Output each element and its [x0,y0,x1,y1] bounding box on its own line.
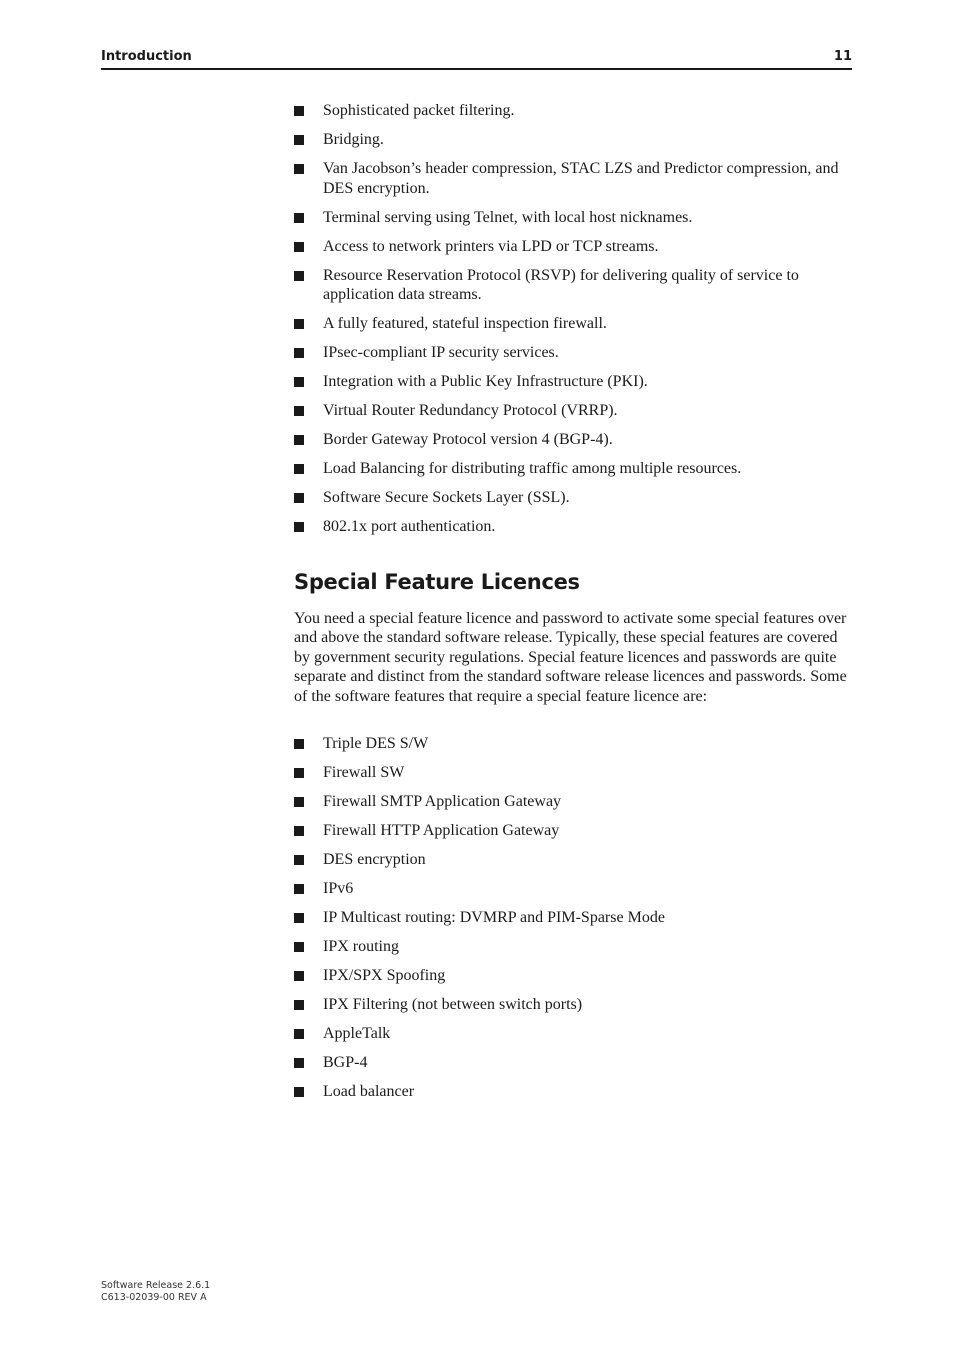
page-number: 11 [833,49,852,64]
list-item-text: Resource Reservation Protocol (RSVP) for delivering quality of service to application data streams. [323,266,799,303]
list-item [294,995,854,1015]
list-item-text: Border Gateway Protocol version 4 (BGP-4). [323,431,613,448]
special-feature-list [294,734,854,1111]
square-bullet-icon [294,377,304,387]
footer-release: Software Release 2.6.1 [101,1280,211,1291]
list-item [294,208,854,228]
list-item [294,792,854,812]
list-item [294,101,854,121]
feature-list [294,101,854,546]
list-item-text: Software Secure Sockets Layer (SSL). [323,489,570,506]
square-bullet-icon [294,271,304,281]
list-item [294,821,854,841]
list-item-text: Firewall HTTP Application Gateway [323,822,560,839]
list-item-text: Load balancer [323,1083,415,1100]
footer-doc-id: C613-02039-00 REV A [101,1292,207,1303]
list-item-text: IPX routing [323,938,399,955]
square-bullet-icon [294,319,304,329]
list-item [294,488,854,508]
list-item-text: Triple DES S/W [323,735,429,752]
list-item [294,237,854,257]
list-item-text: Terminal serving using Telnet, with local host nicknames. [323,208,693,226]
square-bullet-icon [294,971,304,981]
list-item [294,908,854,928]
list-item-text: IPv6 [323,880,354,897]
list-item-text: Bridging. [323,131,384,148]
list-item [294,266,854,305]
page-footer [101,1280,210,1304]
list-item [294,130,854,150]
list-item-text: A fully featured, stateful inspection firewall. [323,315,607,332]
square-bullet-icon [294,1087,304,1097]
square-bullet-icon [294,348,304,358]
square-bullet-icon [294,213,304,223]
list-item-text: IPsec-compliant IP security services. [323,344,559,361]
square-bullet-icon [294,164,304,174]
list-item [294,314,854,334]
square-bullet-icon [294,435,304,445]
list-item-text: IPX Filtering (not between switch ports) [323,996,583,1013]
list-item-text: Firewall SW [323,764,405,781]
list-item [294,372,854,392]
list-item-text: IPX/SPX Spoofing [323,967,446,984]
list-item-text: AppleTalk [323,1025,391,1042]
list-item [294,1082,854,1102]
square-bullet-icon [294,242,304,252]
list-item [294,159,854,198]
square-bullet-icon [294,797,304,807]
list-item [294,850,854,870]
square-bullet-icon [294,135,304,145]
list-item-text: Load Balancing for distributing traffic among multiple resources. [323,460,742,477]
list-item-text: Integration with a Public Key Infrastructure (PKI). [323,373,648,390]
list-item [294,734,854,754]
list-item [294,430,854,450]
square-bullet-icon [294,106,304,116]
header-section-title: Introduction [101,49,192,64]
list-item-text: Sophisticated packet filtering. [323,102,515,119]
square-bullet-icon [294,826,304,836]
square-bullet-icon [294,493,304,503]
list-item [294,517,854,537]
list-item [294,401,854,421]
list-item [294,459,854,479]
list-item [294,763,854,783]
list-item-text: Van Jacobson’s header compression, STAC LZS and Predictor compression, and DES encryption. [323,160,839,197]
square-bullet-icon [294,1000,304,1010]
list-item-text: Access to network printers via LPD or TCP streams. [323,237,659,255]
square-bullet-icon [294,1029,304,1039]
section-paragraph: You need a special feature licence and password to activate some special features over and above the standard software release. Typically, these special features are covered by government security regulations. Special feature licences and passwords are quite separate and distinct from the standard software release licences and passwords. Some of the software features that require a special feature licence are: [294,610,847,705]
page-header [101,48,852,70]
list-item [294,937,854,957]
list-item-text: DES encryption [323,851,426,868]
list-item [294,1024,854,1044]
square-bullet-icon [294,1058,304,1068]
section-heading: Special Feature Licences [294,570,580,594]
square-bullet-icon [294,522,304,532]
list-item [294,879,854,899]
list-item-text: BGP-4 [323,1054,368,1071]
square-bullet-icon [294,464,304,474]
list-item-text: Virtual Router Redundancy Protocol (VRRP). [323,402,618,419]
list-item-text: Firewall SMTP Application Gateway [323,793,562,810]
list-item [294,966,854,986]
square-bullet-icon [294,739,304,749]
square-bullet-icon [294,884,304,894]
list-item [294,1053,854,1073]
square-bullet-icon [294,942,304,952]
square-bullet-icon [294,406,304,416]
square-bullet-icon [294,855,304,865]
list-item [294,343,854,363]
list-item-text: IP Multicast routing: DVMRP and PIM-Sparse Mode [323,909,665,926]
square-bullet-icon [294,768,304,778]
list-item-text: 802.1x port authentication. [323,518,496,535]
square-bullet-icon [294,913,304,923]
